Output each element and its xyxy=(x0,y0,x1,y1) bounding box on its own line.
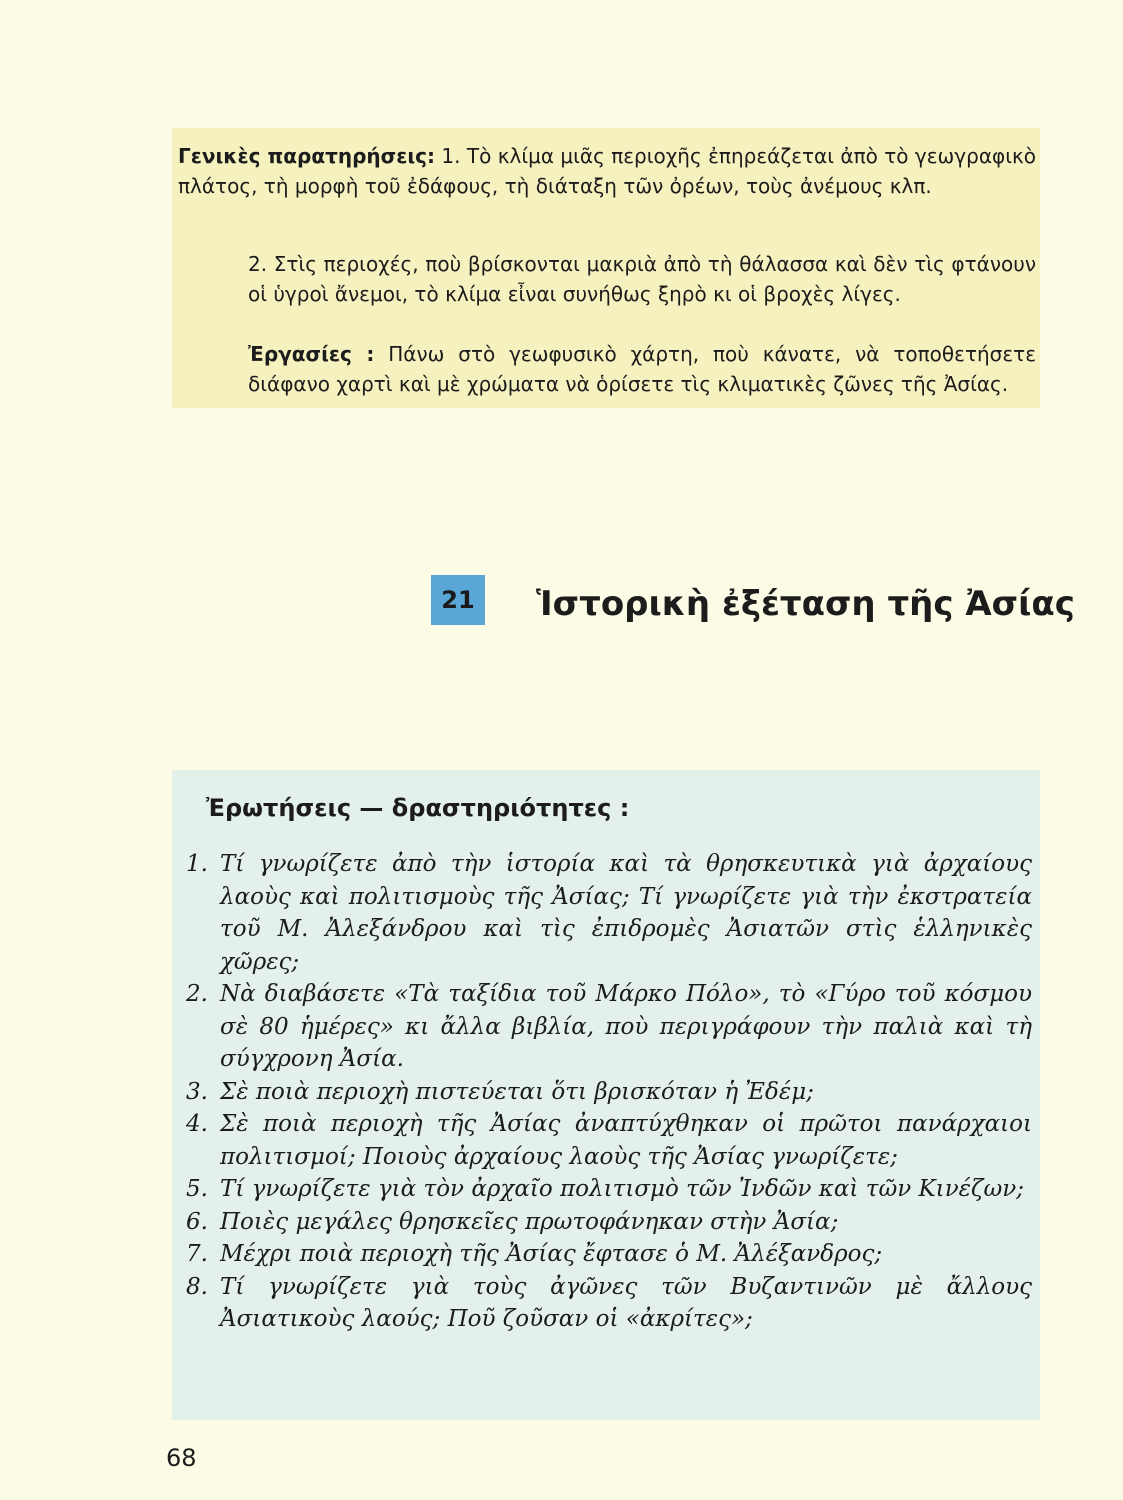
question-text: Σὲ ποιὰ περιοχὴ πιστεύεται ὅτι βρισκόταν ἡ Ἐδέμ; xyxy=(220,1078,814,1105)
general-notes-paragraph-2: 2. Στὶς περιοχές, ποὺ βρίσκονται μακριὰ ἀπὸ τὴ θάλασσα καὶ δὲν τὶς φτάνουν οἱ ὑγροὶ ἄνεμοι, τὸ κλίμα εἶναι συνήθως ξηρὸ κι οἱ βροχὲς λίγες. xyxy=(248,252,1036,306)
question-number: 4. xyxy=(186,1111,208,1137)
question-text: Τί γνωρίζετε ἀπὸ τὴν ἱστορία καὶ τὰ θρησκευτικὰ γιὰ ἀρχαίους λαοὺς καὶ πολιτισμοὺς τῆς Ἀσίας; Τί γνωρίζετε γιὰ τὴν ἐκστρατεία τοῦ Μ. Ἀλεξάνδρου καὶ τὶς ἐπιδρομὲς Ἀσιατῶν στὶς ἑλληνικὲς χῶρες; xyxy=(220,851,1032,975)
tasks-label: Ἐργασίες : xyxy=(248,342,375,366)
question-item xyxy=(186,1076,1032,1109)
question-text: Σὲ ποιὰ περιοχὴ τῆς Ἀσίας ἀναπτύχθηκαν οἱ πρῶτοι πανάρχαιοι πολιτισμοί; Ποιοὺς ἀρχαίους λαοὺς τῆς Ἀσίας γνωρίζετε; xyxy=(220,1111,1032,1170)
question-text: Μέχρι ποιὰ περιοχὴ τῆς Ἀσίας ἔφτασε ὁ Μ. Ἀλέξανδρος; xyxy=(220,1241,883,1267)
question-text: Τί γνωρίζετε γιὰ τὸν ἀρχαῖο πολιτισμὸ τῶν Ἰνδῶν καὶ τῶν Κινέζων; xyxy=(220,1176,1024,1202)
questions-title: Ἐρωτήσεις — δραστηριότητες : xyxy=(206,794,630,822)
general-notes-label: Γενικὲς παρατηρήσεις: xyxy=(178,144,436,168)
question-number: 3. xyxy=(186,1078,208,1105)
question-item xyxy=(186,1206,1032,1239)
general-notes-paragraph-1 xyxy=(178,141,1036,201)
question-text: Νὰ διαβάσετε «Τὰ ταξίδια τοῦ Μάρκο Πόλο», τὸ «Γύρο τοῦ κόσμου σὲ 80 ἡμέρες» κι ἄλλα βιβλία, ποὺ περιγράφουν τὴν παλιὰ καὶ τὴ σύγχρονη Ἀσία. xyxy=(220,981,1032,1072)
question-number: 1. xyxy=(186,851,208,877)
question-item xyxy=(186,1238,1032,1271)
general-notes-text-1: 1. Τὸ κλίμα μιᾶς περιοχῆς ἐπηρεάζεται ἀπὸ τὸ γεωγραφικὸ πλάτος, τὴ μορφὴ τοῦ ἐδάφους, τὴ διάταξη τῶν ὀρέων, τοὺς ἀνέμους κλπ. xyxy=(178,144,1036,198)
question-number: 8. xyxy=(186,1273,208,1300)
questions-list xyxy=(186,848,1032,1336)
question-item xyxy=(186,1108,1032,1173)
question-number: 7. xyxy=(186,1241,208,1267)
question-number: 5. xyxy=(186,1176,208,1202)
chapter-title: Ἱστορικὴ ἐξέταση τῆς Ἀσίας xyxy=(536,584,1075,624)
page-number: 68 xyxy=(166,1444,197,1472)
chapter-number-badge: 21 xyxy=(431,575,485,625)
tasks-text: Πάνω στὸ γεωφυσικὸ χάρτη, ποὺ κάνατε, νὰ τοποθετήσετε διάφανο χαρτὶ καὶ μὲ χρώματα νὰ ὁρίσετε τὶς κλιματικὲς ζῶνες τῆς Ἀσίας. xyxy=(248,342,1037,396)
question-text: Τί γνωρίζετε γιὰ τοὺς ἀγῶνες τῶν Βυζαντινῶν μὲ ἄλλους Ἀσιατικοὺς λαούς; Ποῦ ζοῦσαν οἱ «ἀκρίτες»; xyxy=(220,1273,1032,1332)
question-number: 6. xyxy=(186,1208,208,1235)
tasks-paragraph xyxy=(178,339,1036,399)
question-item xyxy=(186,978,1032,1076)
question-number: 2. xyxy=(186,981,208,1007)
question-item xyxy=(186,848,1032,978)
question-text: Ποιὲς μεγάλες θρησκεῖες πρωτοφάνηκαν στὴν Ἀσία; xyxy=(220,1208,839,1235)
question-item xyxy=(186,1173,1032,1206)
question-item xyxy=(186,1271,1032,1336)
